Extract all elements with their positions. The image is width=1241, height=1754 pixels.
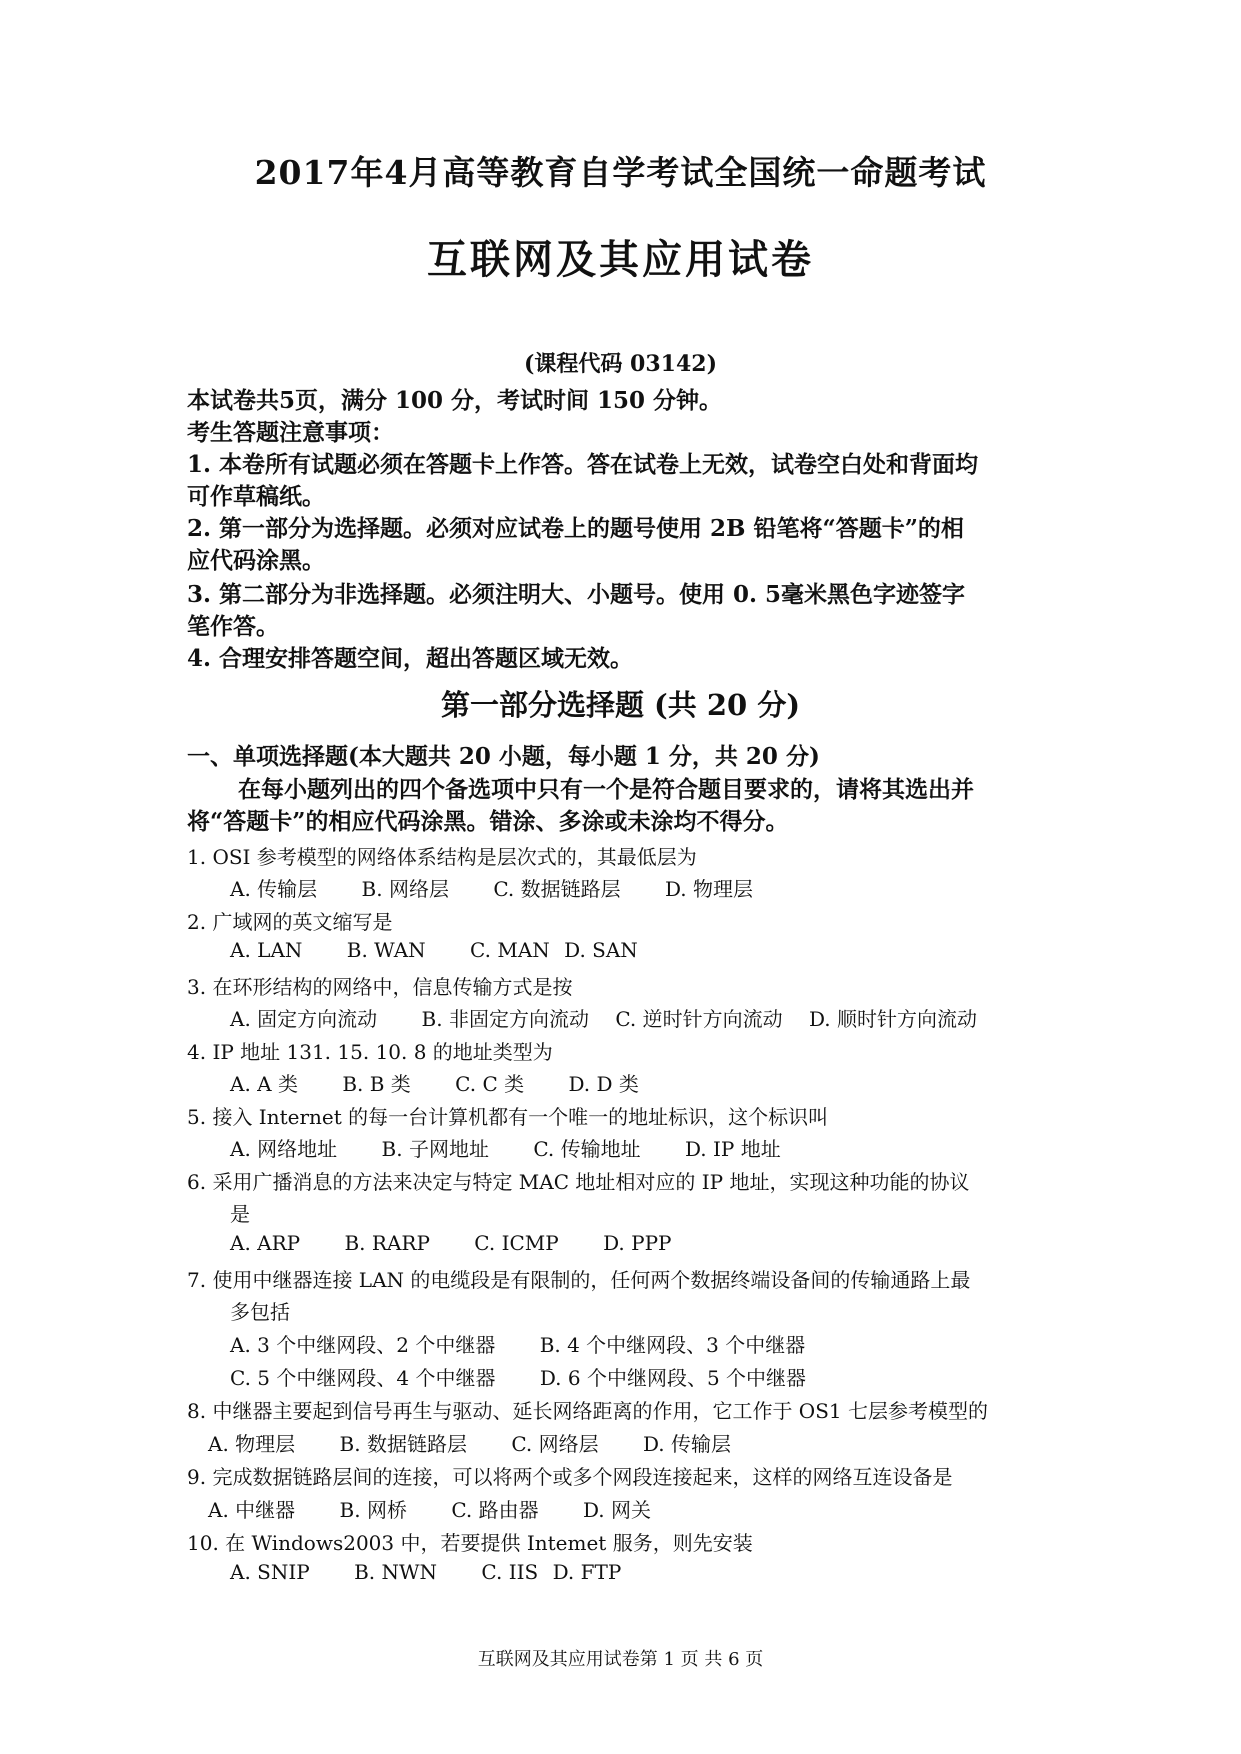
- option-c: C. ICMP: [474, 1231, 559, 1255]
- option-a: A. 中继器: [208, 1498, 296, 1522]
- question-8-stem: 8. 中继器主要起到信号再生与驱动、延长网络距离的作用，它工作于 OS1 七层参考模型的: [187, 1399, 988, 1423]
- option-b: B. 数据链路层: [339, 1432, 467, 1456]
- option-a: A. ARP: [230, 1231, 301, 1255]
- question-3-stem: 3. 在环形结构的网络中，信息传输方式是按: [187, 975, 573, 999]
- option-a: A. 传输层: [230, 877, 318, 901]
- exam-header-title: 2017年4月高等教育自学考试全国统一命题考试: [254, 153, 987, 192]
- option-c: C. 网络层: [511, 1432, 599, 1456]
- option-a: A. 网络地址: [230, 1137, 338, 1161]
- question-5-options: [230, 1133, 781, 1162]
- option-c: C. 路由器: [451, 1498, 539, 1522]
- option-b: B. 非固定方向流动: [421, 1007, 589, 1031]
- option-c: C. C 类: [455, 1072, 525, 1096]
- option-d: D. IP 地址: [684, 1137, 781, 1161]
- course-code: (课程代码 03142): [523, 351, 718, 377]
- option-c: C. 数据链路层: [493, 877, 621, 901]
- option-b: B. RARP: [344, 1231, 430, 1255]
- option-b: B. NWN: [354, 1560, 438, 1584]
- option-d: D. D 类: [568, 1072, 639, 1096]
- instruction-line2: 将“答题卡”的相应代码涂黑。错涂、多涂或未涂均不得分。: [187, 808, 789, 835]
- option-c: C. 传输地址: [533, 1137, 641, 1161]
- section-title: 一、单项选择题(本大题共 20 小题，每小题 1 分，共 20 分): [187, 743, 820, 770]
- option-d: D. 顺时针方向流动: [808, 1007, 978, 1031]
- question-6-options: [230, 1231, 672, 1255]
- option-c: C. IIS: [481, 1560, 539, 1584]
- option-d: D. 传输层: [642, 1432, 732, 1456]
- question-6-stem-cont: 是: [230, 1202, 250, 1226]
- option-d: D. 网关: [582, 1498, 652, 1522]
- notice-2-line2: 应代码涂黑。: [187, 547, 325, 574]
- option-d: D. 6 个中继网段、5 个中继器: [539, 1366, 807, 1390]
- option-a: A. 3 个中继网段、2 个中继器: [230, 1333, 496, 1357]
- option-a: A. LAN: [230, 938, 303, 962]
- notice-3-line2: 笔作答。: [187, 613, 279, 640]
- question-9-options: [208, 1494, 651, 1523]
- notice-4-line1: 4. 合理安排答题空间，超出答题区域无效。: [187, 645, 634, 672]
- question-10-options: [230, 1560, 621, 1584]
- question-2-stem: 2. 广域网的英文缩写是: [187, 910, 393, 934]
- question-7-stem-cont: 多包括: [230, 1300, 290, 1324]
- option-b: B. 子网地址: [381, 1137, 489, 1161]
- option-d: D. SAN: [564, 938, 638, 962]
- option-c: C. 逆时针方向流动: [615, 1007, 783, 1031]
- question-6-stem: 6. 采用广播消息的方法来决定与特定 MAC 地址相对应的 IP 地址，实现这种功能的协议: [187, 1170, 970, 1194]
- option-b: B. 网络层: [361, 877, 449, 901]
- option-a: A. 固定方向流动: [230, 1007, 378, 1031]
- instruction-line1: 在每小题列出的四个备选项中只有一个是符合题目要求的，请将其选出并: [238, 776, 974, 803]
- notice-1-line1: 1. 本卷所有试题必须在答题卡上作答。答在试卷上无效，试卷空白处和背面均: [187, 451, 979, 478]
- exam-paper-title: 互联网及其应用试卷: [427, 236, 814, 283]
- question-1-options: [230, 873, 753, 902]
- option-b: B. WAN: [346, 938, 426, 962]
- notice-3-line1: 3. 第二部分为非选择题。必须注明大、小题号。使用 0. 5毫米黑色字迹签字: [187, 581, 966, 608]
- question-10-stem: 10. 在 Windows2003 中，若要提供 Intemet 服务，则先安装: [187, 1531, 753, 1555]
- question-1-stem: 1. OSI 参考模型的网络体系结构是层次式的，其最低层为: [187, 845, 697, 869]
- question-8-options: [208, 1428, 731, 1457]
- option-c: C. MAN: [470, 938, 550, 962]
- question-9-stem: 9. 完成数据链路层间的连接，可以将两个或多个网段连接起来，这样的网络互连设备是: [187, 1465, 953, 1489]
- option-d: D. PPP: [603, 1231, 672, 1255]
- question-7-options-row1: [230, 1329, 805, 1358]
- question-7-options-row2: [230, 1362, 806, 1391]
- option-c: C. 5 个中继网段、4 个中继器: [230, 1366, 496, 1390]
- option-d: D. 物理层: [664, 877, 754, 901]
- question-7-stem: 7. 使用中继器连接 LAN 的电缆段是有限制的，任何两个数据终端设备间的传输通路上最: [187, 1268, 971, 1292]
- question-3-options: [230, 1003, 977, 1032]
- option-d: D. FTP: [552, 1560, 622, 1584]
- option-a: A. SNIP: [230, 1560, 310, 1584]
- option-b: B. B 类: [342, 1072, 411, 1096]
- notice-title: 考生答题注意事项：: [187, 419, 394, 446]
- question-4-options: [230, 1068, 639, 1097]
- notice-2-line1: 2. 第一部分为选择题。必须对应试卷上的题号使用 2B 铅笔将“答题卡”的相: [187, 515, 964, 542]
- option-b: B. 4 个中继网段、3 个中继器: [539, 1333, 806, 1357]
- notice-1-line2: 可作草稿纸。: [187, 483, 325, 510]
- part1-title: 第一部分选择题 (共 20 分): [440, 688, 801, 722]
- exam-summary: 本试卷共5页，满分 100 分，考试时间 150 分钟。: [187, 387, 723, 414]
- page-footer: 互联网及其应用试卷第 1 页 共 6 页: [477, 1649, 764, 1670]
- option-b: B. 网桥: [339, 1498, 407, 1522]
- question-5-stem: 5. 接入 Internet 的每一台计算机都有一个唯一的地址标识，这个标识叫: [187, 1105, 829, 1129]
- question-2-options: [230, 938, 638, 962]
- option-a: A. A 类: [230, 1072, 298, 1096]
- question-4-stem: 4. IP 地址 131. 15. 10. 8 的地址类型为: [187, 1040, 553, 1064]
- option-a: A. 物理层: [208, 1432, 296, 1456]
